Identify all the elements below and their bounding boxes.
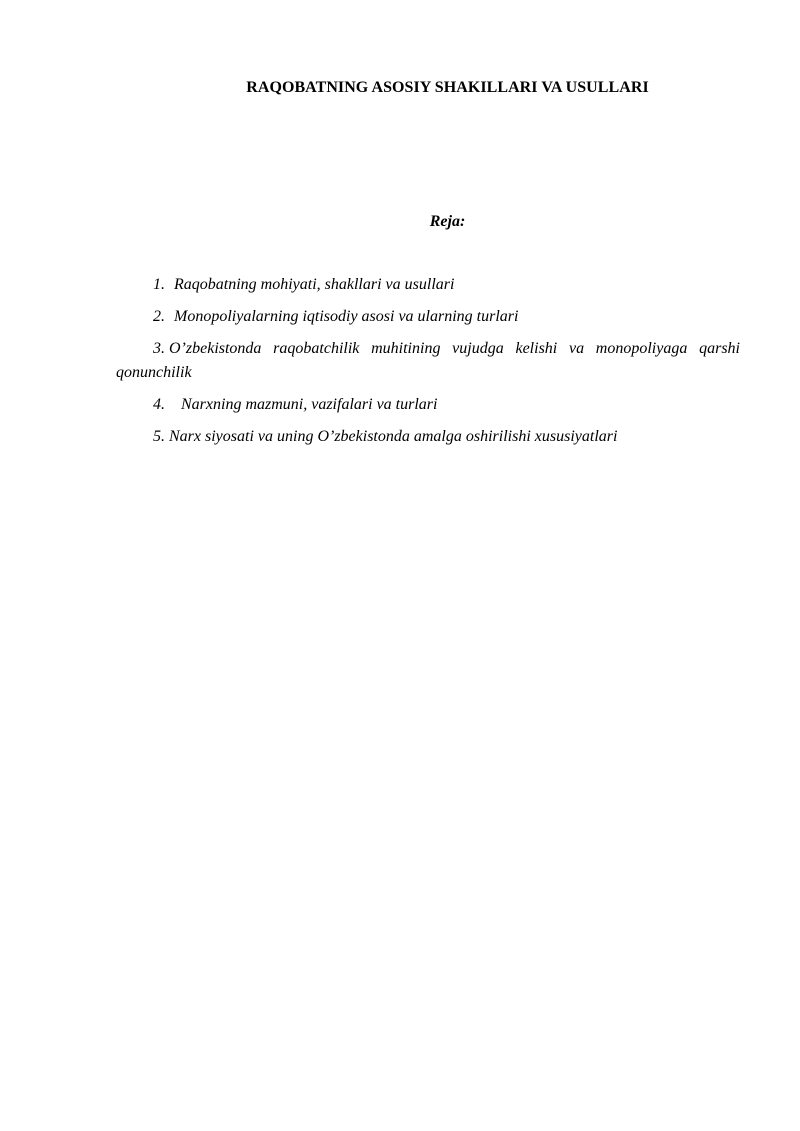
plan-item-text: Monopoliyalarning iqtisodiy asosi va ularning turlari [174,308,519,325]
plan-item-text: Raqobatning mohiyati, shakllari va usullari [174,276,455,293]
document-title: RAQOBATNING ASOSIY SHAKILLARI VA USULLARI [246,79,649,96]
plan-item-number: 4. [153,396,165,413]
plan-item-5 [116,425,740,449]
plan-item-number: 3. [153,340,165,357]
plan-item-text: O’zbekistonda raqobatchilik muhitining vujudga kelishi va monopoliyaga qarshi qonunchilik [116,340,740,381]
plan-item-text: Narxning mazmuni, vazifalari va turlari [181,396,438,413]
plan-heading: Reja: [429,213,466,230]
plan-item-4 [116,393,740,417]
plan-item-number: 1. [153,276,165,293]
plan-item-text: Narx siyosati va uning O’zbekistonda amalga oshirilishi xususiyatlari [169,428,618,445]
plan-item-number: 5. [153,428,165,445]
plan-item-3 [116,337,740,385]
plan-item-2 [116,305,740,329]
plan-item-number: 2. [153,308,165,325]
plan-item-1 [116,273,740,297]
plan-list [116,273,740,457]
